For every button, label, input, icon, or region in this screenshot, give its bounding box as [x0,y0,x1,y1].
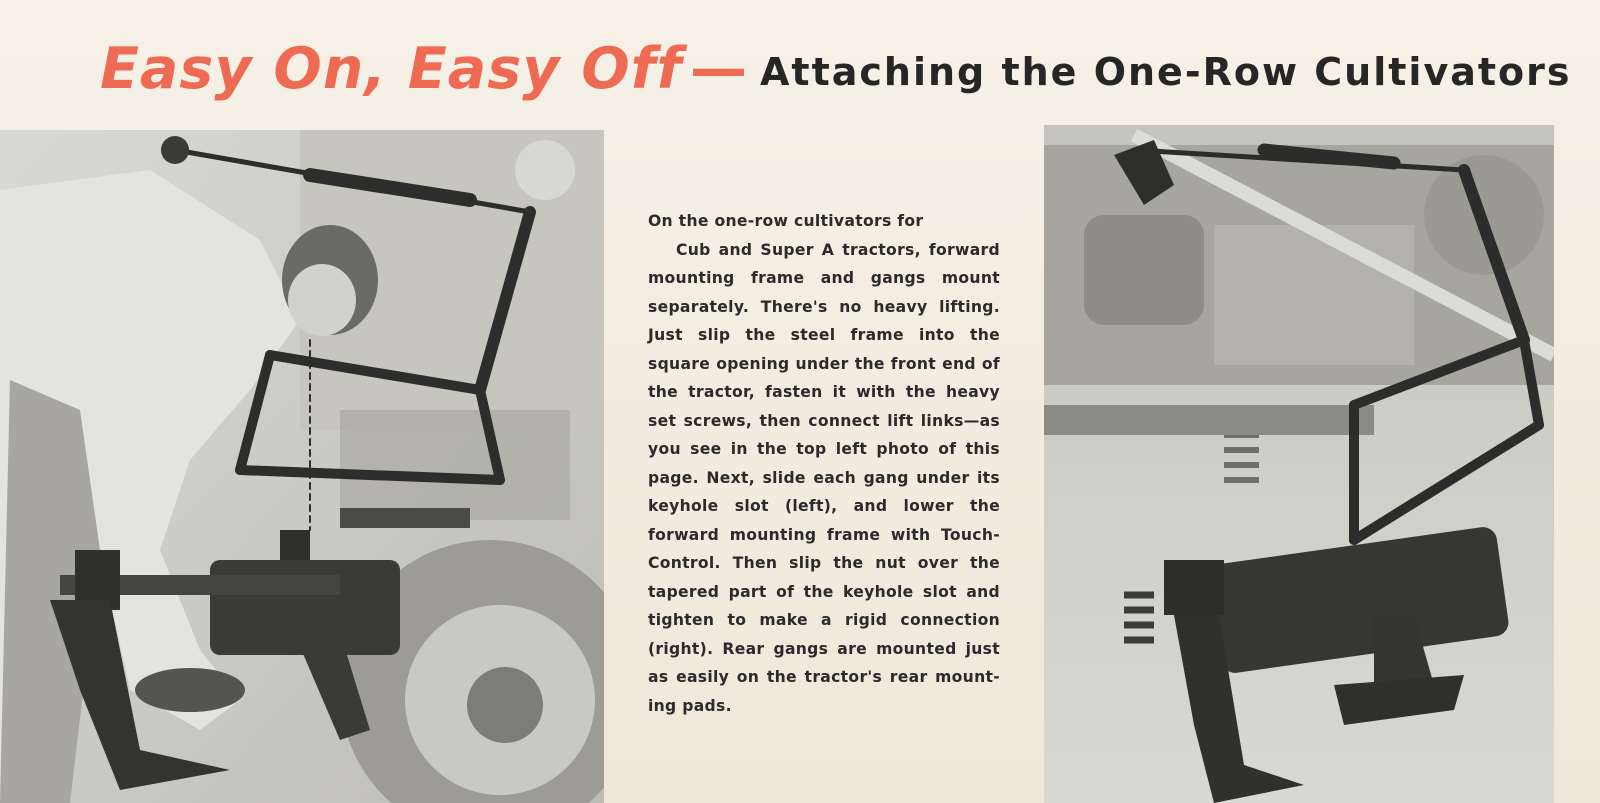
headline-accent: Easy On, Easy Off [100,36,683,102]
article-line: square opening under the front end of [648,354,1000,373]
article-line: tighten to make a rigid connection [648,611,1000,629]
article-line: page. Next, slide each gang under its [648,468,1000,487]
article-line: tapered part of the keyhole slot and [648,582,1000,601]
photo-right [1044,125,1554,803]
photo-left [0,130,604,803]
article-line: set screws, then connect lift links—as [648,411,1000,430]
article-line: you see in the top left photo of this [648,440,1000,458]
article-line: separately. There's no heavy lifting. [648,297,1000,316]
article-line: Cub and Super A tractors, forward [676,240,1000,259]
headline-title: Attaching the One-Row Cultivators [760,50,1572,94]
article-line: Just slip the steel frame into the [648,326,1000,344]
photo-right-illustration [1044,125,1554,803]
article-line: (right). Rear gangs are mounted just [648,639,1000,658]
article-line: as easily on the tractor's rear mount- [648,668,1000,686]
article-line: forward mounting frame with Touch- [648,525,1000,544]
article-line: keyhole slot (left), and lower the [648,497,1000,515]
article-line: ing pads. [648,696,732,715]
article-line: mounting frame and gangs mount [648,269,1000,287]
article-line: Control. Then slip the nut over the [648,554,1000,572]
article-line: On the one-row cultivators for [648,212,924,230]
article-line: the tractor, fasten it with the heavy [648,383,1000,401]
photo-left-illustration [0,130,604,803]
headline [100,36,1580,106]
headline-dash: — [690,36,747,102]
article-body [648,207,1000,720]
